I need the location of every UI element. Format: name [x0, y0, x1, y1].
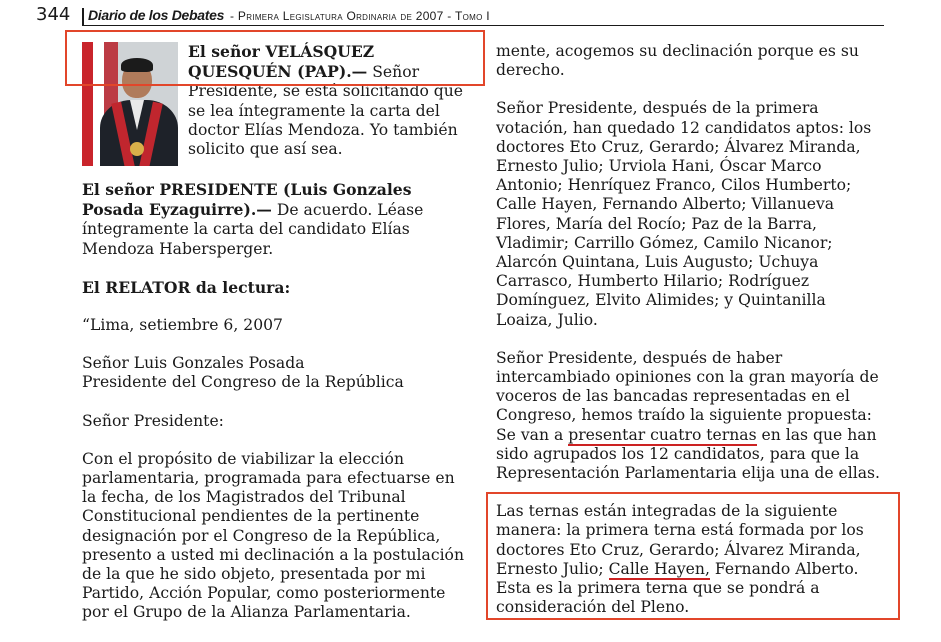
right-para-3	[496, 349, 886, 483]
journal-title: Diario de los Debates	[88, 7, 225, 23]
highlight-box-ternas	[486, 492, 900, 620]
para3-before: Señor Presidente, después de haber intercambiado opiniones con la gran mayoría de voceros de las bancadas representadas en el Congreso, hemos traído la siguiente propuesta: Se van a	[496, 348, 879, 444]
underlined-phrase-ternas: presentar cuatro ternas	[568, 425, 757, 444]
para4-before: Las ternas están integradas de la siguiente manera: la primera terna está formada por los doctores Eto Cruz, Gerardo; Álvarez Miranda, Ernesto Julio;	[496, 502, 864, 578]
para3-after: en las que han sido agrupados los 12 candidatos, para que la Representación Parlamentaria elija una de ellas.	[496, 425, 880, 483]
left-column	[82, 180, 467, 642]
letter-body: Con el propósito de viabilizar la elección parlamentaria, programada para efectuarse en la fecha, de los Magistrados del Tribunal Constitucional pendientes de la pertinente designación por el Congreso de la República, presento a usted mi declinación a la postulación de la que he sido objeto, presentada por mi Partido, Acción Popular, como posteriormente por el Grupo de la Alianza Parlamentaria.	[82, 449, 464, 622]
speaker1-text: Señor Presidente, se está solicitando que se lea íntegramente la carta del doctor Elías Mendoza. Yo también solicito que así sea.	[188, 63, 464, 159]
header-subtitle: - Primera Legislatura Ordinaria de 2007 - Tomo I	[230, 9, 490, 23]
letter-salutation: Señor Presidente:	[82, 411, 224, 430]
addressee-name: Señor Luis Gonzales Posada	[82, 354, 305, 373]
para4-after: Fernando Alberto. Esta es la primera terna que se pondrá a consideración del Pleno.	[496, 559, 859, 617]
relator-heading: El RELATOR da lectura:	[82, 277, 291, 297]
header-rule	[84, 25, 884, 26]
speaker1-name: El señor VELÁSQUEZ QUESQUÉN (PAP).—	[188, 42, 375, 82]
page-header	[36, 4, 886, 28]
speaker2-text: De acuerdo. Léase íntegramente la carta del candidato Elías Mendoza Habersperger.	[82, 201, 424, 258]
photo-medal	[130, 142, 144, 156]
underlined-phrase-calle-hayen: Calle Hayen,	[608, 559, 710, 578]
letter-date: “Lima, setiembre 6, 2007	[82, 316, 283, 335]
highlight-box-speaker	[65, 30, 485, 86]
page-number: 344	[36, 4, 71, 25]
right-para-2: Señor Presidente, después de la primera votación, han quedado 12 candidatos aptos: los doctores Eto Cruz, Gerardo; Álvarez Miranda, Ernesto Julio; Urviola Hani, Óscar Marco Antonio; Henríquez Franco, Cilos Humberto; Calle Hayen, Fernando Alberto; Villanueva Flores, María del Rocío; Paz de la Barra, Vladimir; Carrillo Gómez, Camilo Nicanor; Alarcón Quintana, Luis Augusto; Uchuya Carrasco, Humberto Hilario; Rodríguez Domínguez, Elvito Alimides; y Quintanilla Loaiza, Julio.	[496, 99, 872, 329]
speaker2-name: El señor PRESIDENTE (Luis Gonzales Posada Eyzaguirre).—	[82, 180, 412, 220]
header-divider	[82, 8, 84, 26]
right-para-1: mente, acogemos su declinación porque es su derecho.	[496, 42, 859, 80]
addressee-title: Presidente del Congreso de la República	[82, 373, 404, 392]
